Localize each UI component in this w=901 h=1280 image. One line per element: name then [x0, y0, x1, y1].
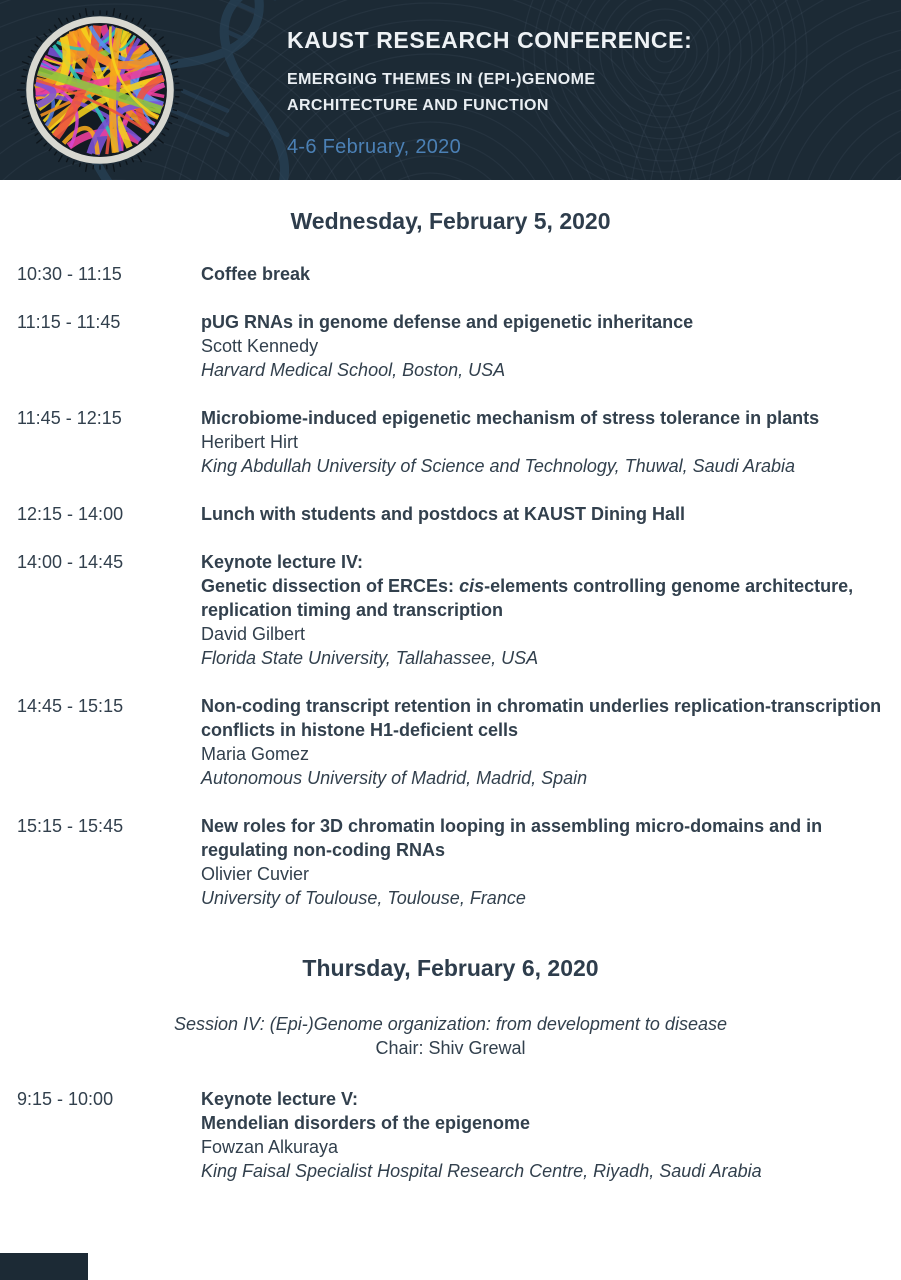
time-slot: 9:15 - 10:00	[17, 1089, 114, 1109]
talk-details	[201, 262, 889, 286]
schedule-item	[0, 694, 901, 790]
schedule-item	[0, 406, 901, 478]
talk-title	[201, 814, 889, 862]
schedule	[0, 180, 901, 1207]
talk-title	[201, 310, 889, 334]
conference-header	[0, 0, 901, 180]
time-slot: 11:45 - 12:15	[17, 408, 122, 428]
page-title: KAUST RESEARCH CONFERENCE:	[287, 27, 693, 53]
time-slot: 14:45 - 15:15	[17, 696, 124, 716]
schedule-item	[0, 814, 901, 910]
session-chair: Chair: Shiv Grewal	[375, 1038, 526, 1058]
time-slot: 10:30 - 11:15	[17, 264, 122, 284]
conference-logo	[14, 4, 186, 176]
talk-title	[201, 502, 889, 526]
session-list-thursday	[0, 1087, 901, 1183]
schedule-item	[0, 502, 901, 526]
header-text-block	[287, 27, 692, 159]
time-slot: 11:15 - 11:45	[17, 312, 121, 332]
page-subtitle-line2: ARCHITECTURE AND FUNCTION	[287, 97, 549, 114]
time-slot: 12:15 - 14:00	[17, 504, 124, 524]
talk-details	[201, 814, 889, 910]
schedule-item	[0, 550, 901, 670]
speaker-name: Scott Kennedy	[201, 336, 319, 356]
session-intro	[0, 1012, 901, 1060]
speaker-affiliation: King Faisal Specialist Hospital Research Centre, Riyadh, Saudi Arabia	[201, 1161, 762, 1181]
talk-title	[201, 550, 889, 574]
page-subtitle-line1: EMERGING THEMES IN (EPI-)GENOME	[287, 71, 596, 88]
talk-title-text: Non-coding transcript retention in chromatin underlies replication-transcription conflicts in histone H1-deficient cells	[201, 696, 882, 740]
talk-title-text: pUG RNAs in genome defense and epigenetic inheritance	[201, 312, 694, 332]
speaker-affiliation: Harvard Medical School, Boston, USA	[201, 360, 506, 380]
time-slot: 14:00 - 14:45	[17, 552, 124, 572]
day-heading-wednesday: Wednesday, February 5, 2020	[290, 208, 611, 234]
schedule-item	[0, 262, 901, 286]
talk-details	[201, 694, 889, 790]
speaker-name: Fowzan Alkuraya	[201, 1137, 339, 1157]
talk-title-text: Coffee break	[201, 264, 311, 284]
talk-title-italic-term: cis	[459, 576, 485, 596]
talk-title-text: Genetic dissection of ERCEs:	[201, 576, 460, 596]
talk-title	[201, 262, 889, 286]
speaker-affiliation: King Abdullah University of Science and Technology, Thuwal, Saudi Arabia	[201, 456, 796, 476]
speaker-affiliation: University of Toulouse, Toulouse, France	[201, 888, 526, 908]
day-thursday	[0, 955, 901, 1183]
talk-title	[201, 1111, 889, 1135]
talk-title-text: New roles for 3D chromatin looping in assembling micro-domains and in regulating non-coding RNAs	[201, 816, 823, 860]
speaker-name: Maria Gomez	[201, 744, 310, 764]
session-list-wednesday	[0, 262, 901, 910]
speaker-name: Heribert Hirt	[201, 432, 299, 452]
talk-details	[201, 406, 889, 478]
talk-title-text: Keynote lecture IV:	[201, 552, 364, 572]
speaker-name: David Gilbert	[201, 624, 306, 644]
talk-title	[201, 694, 889, 742]
schedule-item	[0, 1087, 901, 1183]
next-page-edge	[0, 1253, 88, 1280]
conference-dates: 4-6 February, 2020	[287, 136, 462, 158]
day-wednesday	[0, 208, 901, 910]
talk-title-text: Lunch with students and postdocs at KAUST Dining Hall	[201, 504, 686, 524]
session-title: Session IV: (Epi-)Genome organization: from development to disease	[174, 1014, 727, 1034]
talk-title	[201, 574, 889, 622]
talk-details	[201, 550, 889, 670]
talk-details	[201, 310, 889, 382]
talk-title-text: Microbiome-induced epigenetic mechanism of stress tolerance in plants	[201, 408, 820, 428]
schedule-item	[0, 310, 901, 382]
speaker-affiliation: Florida State University, Tallahassee, USA	[201, 648, 539, 668]
talk-details	[201, 502, 889, 526]
speaker-name: Olivier Cuvier	[201, 864, 310, 884]
talk-title	[201, 1087, 889, 1111]
time-slot: 15:15 - 15:45	[17, 816, 124, 836]
speaker-affiliation: Autonomous University of Madrid, Madrid, Spain	[201, 768, 588, 788]
talk-title-text: Mendelian disorders of the epigenome	[201, 1113, 531, 1133]
talk-details	[201, 1087, 889, 1183]
talk-title	[201, 406, 889, 430]
circos-chord-diagram-icon	[14, 4, 186, 176]
day-heading-thursday: Thursday, February 6, 2020	[302, 955, 599, 981]
talk-title-text: Keynote lecture V:	[201, 1089, 359, 1109]
talk-title-text: -elements controlling genome architecture, replication timing and transcription	[201, 576, 854, 620]
